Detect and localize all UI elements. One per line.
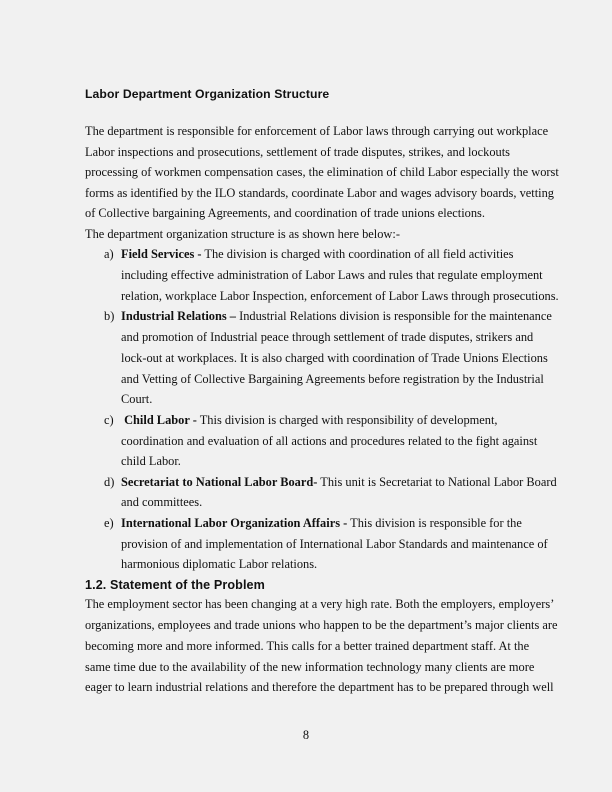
- text-line: [121, 246, 514, 262]
- text-line: organizations, employees and trade unions who happen to be the department’s major clients are: [85, 618, 558, 632]
- item-label: Child Labor -: [121, 413, 197, 427]
- item-label: Secretariat to National Labor Board-: [121, 475, 318, 489]
- text-line: lock-out at workplaces. It is also charged with coordination of Trade Unions Elections: [121, 351, 548, 365]
- text-line: becoming more and more informed. This calls for a better trained department staff. At the: [85, 639, 530, 653]
- section-heading: 1.2. Statement of the Problem: [85, 578, 265, 592]
- item-label: Industrial Relations –: [121, 309, 236, 323]
- text-line: Labor inspections and prosecutions, settlement of trade disputes, strikes, and lockouts: [85, 145, 510, 159]
- text-line: eager to learn industrial relations and therefore the department has to be prepared through well: [85, 680, 554, 694]
- item-text: Industrial Relations division is responsible for the maintenance: [235, 309, 552, 323]
- text-line: [121, 515, 522, 531]
- text-line: same time due to the availability of the new information technology many clients are more: [85, 660, 535, 674]
- text-line: Court.: [121, 392, 153, 406]
- item-label: International Labor Organization Affairs -: [121, 516, 348, 530]
- text-line: [121, 412, 498, 428]
- item-text: This unit is Secretariat to National Labor Board: [317, 475, 557, 489]
- text-line: The department organization structure is as shown here below:-: [85, 227, 400, 241]
- text-line: harmonious diplomatic Labor relations.: [121, 557, 318, 571]
- text-line: and Vetting of Collective Bargaining Agreements before registration by the Industrial: [121, 372, 544, 386]
- page-title: Labor Department Organization Structure: [85, 87, 330, 101]
- item-text: This division is charged with responsibility of development,: [196, 413, 498, 427]
- text-line: forms as identified by the ILO standards, coordinate Labor and wages advisory boards, vetting: [85, 186, 554, 200]
- list-marker: c): [104, 413, 114, 427]
- text-line: relation, workplace Labor Inspection, enforcement of Labor Laws through prosecutions.: [121, 289, 559, 303]
- list-marker: b): [104, 309, 115, 323]
- item-label: Field Services -: [121, 247, 202, 261]
- item-text: The division is charged with coordination of all field activities: [201, 247, 514, 261]
- text-line: provision of and implementation of International Labor Standards and maintenance of: [121, 537, 548, 551]
- text-line: child Labor.: [121, 454, 181, 468]
- text-line: and promotion of Industrial peace through settlement of trade disputes, strikers and: [121, 330, 534, 344]
- text-line: processing of workmen compensation cases, the elimination of child Labor especially the worst: [85, 165, 559, 179]
- item-text: This division is responsible for the: [347, 516, 522, 530]
- text-line: The department is responsible for enforcement of Labor laws through carrying out workplace: [85, 124, 549, 138]
- text-line: of Collective bargaining Agreements, and coordination of trade unions elections.: [85, 206, 485, 220]
- text-line: coordination and evaluation of all actions and procedures related to the fight against: [121, 434, 538, 448]
- text-line: [121, 474, 557, 490]
- list-marker: a): [104, 247, 114, 261]
- text-line: including effective administration of Labor Laws and rules that regulate employment: [121, 268, 543, 282]
- page-number: 8: [302, 728, 310, 742]
- text-line: [121, 308, 552, 324]
- text-line: and committees.: [121, 495, 203, 509]
- list-marker: d): [104, 475, 115, 489]
- list-marker: e): [104, 516, 114, 530]
- text-line: The employment sector has been changing at a very high rate. Both the employers, employers’: [85, 597, 555, 611]
